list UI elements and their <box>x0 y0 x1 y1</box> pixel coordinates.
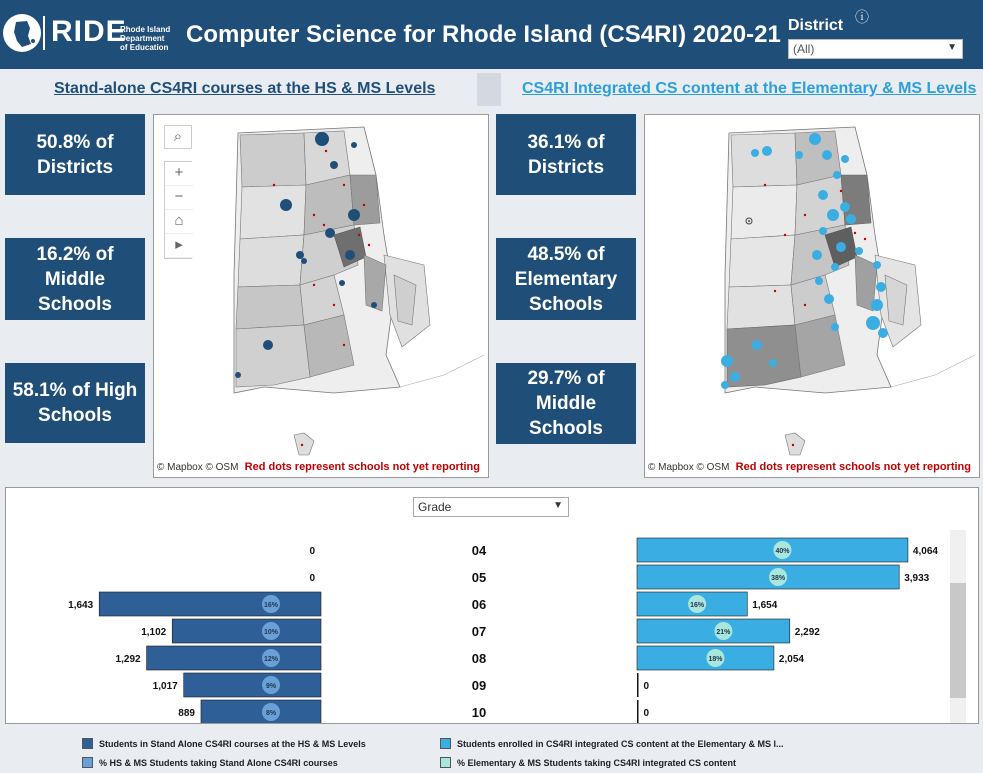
info-icon[interactable]: ⓘ <box>855 9 869 25</box>
integrated-value-label: 4,064 <box>912 546 938 557</box>
stat-hs-ms-high-schools: 58.1% of High Schools <box>5 363 145 443</box>
integrated-value-label: 3,933 <box>904 573 930 584</box>
integrated-bar <box>637 565 899 589</box>
legend-label: % HS & MS Students taking Stand Alone CS4RI courses <box>99 757 338 768</box>
district-filter-label: District <box>788 17 844 34</box>
standalone-percent-label: 12% <box>263 656 279 663</box>
integrated-bar <box>637 619 790 643</box>
grade-bar-chart[interactable] <box>6 530 946 724</box>
grade-label: 10 <box>471 705 487 720</box>
integrated-percent-label: 40% <box>775 548 790 555</box>
integrated-value-label: 0 <box>643 708 650 719</box>
grade-label: 04 <box>471 543 487 558</box>
chevron-down-icon: ▼ <box>947 42 957 53</box>
integrated-value-label: 0 <box>643 681 650 692</box>
grade-label: 07 <box>471 624 487 639</box>
legend-item-standalone-percent[interactable] <box>82 757 338 768</box>
stat-hs-ms-districts: 50.8% of Districts <box>5 114 145 195</box>
divider-box <box>477 73 501 106</box>
standalone-courses-map[interactable] <box>153 114 489 478</box>
standalone-percent-label: 10% <box>263 629 279 636</box>
standalone-bar <box>147 646 321 670</box>
integrated-percent-label: 16% <box>690 602 705 609</box>
integrated-value-label: 2,054 <box>778 654 804 665</box>
integrated-bar <box>637 700 639 724</box>
map-credit[interactable]: © Mapbox © OSM <box>648 462 730 473</box>
legend-label: Students in Stand Alone CS4RI courses at the HS & MS Levels <box>99 738 366 749</box>
ride-logo-subtitle: Rhode Island Department of Education <box>120 25 171 52</box>
header-bar <box>0 0 983 69</box>
integrated-bar <box>637 673 639 697</box>
logo-divider <box>43 16 45 50</box>
integrated-value-label: 1,654 <box>752 600 778 611</box>
standalone-value-label: 1,017 <box>152 681 178 692</box>
standalone-bar <box>172 619 321 643</box>
legend-item-integrated-percent[interactable] <box>440 757 736 768</box>
district-dropdown[interactable] <box>788 39 963 59</box>
legend-swatch <box>440 757 451 768</box>
search-icon[interactable]: ⌕ <box>164 125 192 149</box>
stat-elem-ms-districts: 36.1% of Districts <box>496 114 636 195</box>
standalone-bar <box>184 673 321 697</box>
grade-dropdown-label: Grade <box>418 500 452 514</box>
integrated-bar <box>637 538 908 562</box>
grade-label: 08 <box>471 651 487 666</box>
chart-scrollbar-thumb[interactable] <box>950 583 966 698</box>
integrated-percent-label: 21% <box>716 629 731 636</box>
play-icon[interactable]: ▸ <box>165 234 193 258</box>
legend-item-integrated-students[interactable] <box>440 738 784 749</box>
grade-chart-panel <box>5 487 979 724</box>
legend-swatch <box>82 738 93 749</box>
integrated-bar <box>637 646 774 670</box>
standalone-value-label: 889 <box>178 708 195 719</box>
legend-swatch <box>82 757 93 768</box>
integrated-percent-label: 18% <box>708 656 723 663</box>
standalone-percent-label: 9% <box>265 683 277 690</box>
map-credit[interactable]: © Mapbox © OSM <box>157 462 239 473</box>
map-note: Red dots represent schools not yet reporting <box>735 461 971 473</box>
district-dropdown-value: (All) <box>793 42 815 56</box>
legend-swatch <box>440 738 451 749</box>
rhode-island-map-right <box>645 115 980 478</box>
map-controls <box>164 125 196 259</box>
integrated-content-map[interactable] <box>644 114 980 478</box>
legend-item-standalone-students[interactable] <box>82 738 366 749</box>
stat-elem-ms-middle-schools: 29.7% of Middle Schools <box>496 363 636 444</box>
standalone-value-label: 0 <box>309 573 315 584</box>
click-hint: Click ▸ for School Details <box>8 503 92 510</box>
standalone-courses-link[interactable]: Stand-alone CS4RI courses at the HS & MS Levels <box>54 80 436 97</box>
integrated-content-link[interactable]: CS4RI Integrated CS content at the Elementary & MS Levels <box>522 80 977 97</box>
zoom-in-icon[interactable]: + <box>165 162 193 186</box>
standalone-bar <box>201 700 321 724</box>
rhode-island-map-left <box>154 115 489 478</box>
standalone-value-label: 1,292 <box>115 654 141 665</box>
ri-state-logo <box>3 14 41 52</box>
grade-label: 06 <box>471 597 487 612</box>
grade-dropdown[interactable] <box>413 497 569 517</box>
legend-label: Students enrolled in CS4RI integrated CS content at the Elementary & MS l... <box>457 738 784 749</box>
standalone-value-label: 0 <box>309 546 315 557</box>
page-title: Computer Science for Rhode Island (CS4RI) 2020-21 <box>186 21 781 48</box>
home-icon[interactable]: ⌂ <box>165 210 193 234</box>
map-note: Red dots represent schools not yet reporting <box>244 461 480 473</box>
legend-label: % Elementary & MS Students taking CS4RI integrated CS content <box>457 757 737 768</box>
zoom-out-icon[interactable]: − <box>165 186 193 210</box>
stat-elem-ms-elementary-schools: 48.5% of Elementary Schools <box>496 238 636 320</box>
integrated-percent-label: 38% <box>771 575 786 582</box>
standalone-value-label: 1,643 <box>68 600 94 611</box>
map-nav-controls <box>164 161 192 259</box>
grade-label: 09 <box>471 678 487 693</box>
ride-logo-text: RIDE <box>51 15 127 48</box>
standalone-percent-label: 16% <box>263 602 279 609</box>
grade-label: 05 <box>471 570 487 585</box>
standalone-bar <box>99 592 321 616</box>
integrated-value-label: 2,292 <box>794 627 820 638</box>
standalone-percent-label: 8% <box>265 710 277 717</box>
chevron-down-icon: ▼ <box>553 500 563 511</box>
standalone-value-label: 1,102 <box>141 627 167 638</box>
stat-hs-ms-middle-schools: 16.2% of Middle Schools <box>5 238 145 320</box>
